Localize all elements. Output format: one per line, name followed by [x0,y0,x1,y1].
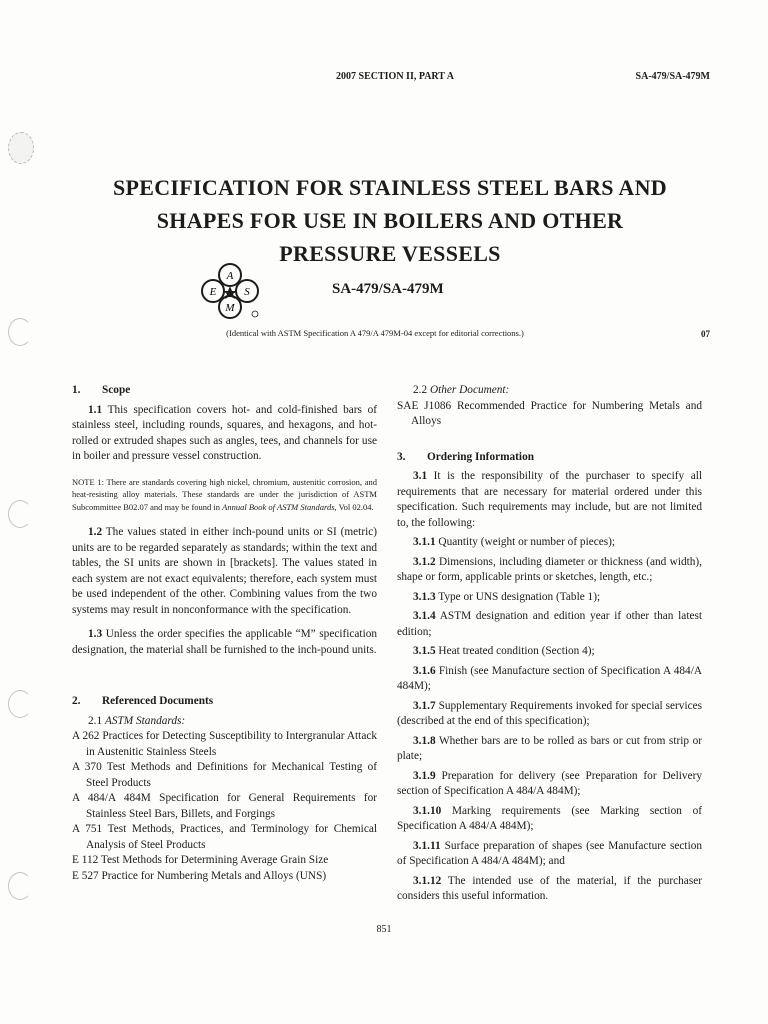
ordering-item [397,699,702,730]
identical-with-note: (Identical with ASTM Specification A 479/A 479M-04 except for editorial corrections.) [226,328,524,338]
subsection-heading [397,383,702,399]
item-number: 3.1.6 [413,664,436,677]
ordering-item [397,734,702,765]
paragraph-number: 1.3 [88,628,103,640]
note-reference: Annual Book of ASTM Standards [222,501,335,512]
item-number: 3.1.4 [413,610,436,622]
running-header-section: 2007 SECTION II, PART A [336,71,454,82]
paragraph-number: 3.1 [413,470,428,482]
item-text: Dimensions, including diameter or thickness (and width), shape or form, applicable prints or sketches, length, etc.; [397,555,703,583]
ordering-item [397,874,702,905]
section-heading-referenced-documents [72,694,377,710]
specification-designation: SA-479/SA-479M [332,281,444,297]
title-line: SPECIFICATION FOR STAINLESS STEEL BARS AND [113,175,667,200]
item-number: 3.1.7 [413,699,436,712]
ordering-item [397,664,702,695]
right-column [397,383,702,909]
reference-item: E 527 Practice for Numbering Metals and Alloys (UNS) [72,869,327,882]
title-line: SHAPES FOR USE IN BOILERS AND OTHER [156,208,624,233]
ordering-item [397,839,702,870]
item-text: ASTM designation and edition year if other than latest edition; [397,610,703,638]
svg-text:A: A [226,270,234,282]
item-number: 3.1.11 [413,839,441,852]
paragraph-text: This specification covers hot- and cold-finished bars of stainless steel, including rounds, squares, and hexagons, and hot-rolled or extruded shapes such as angles, tees, and channels for use in boiler and pressure vessel construction. [72,403,377,462]
paragraph-text: The values stated in either inch-pound units or SI (metric) units are to be regarded separately as standards; within the text and tables, the SI units are shown in [brackets]. The values stated in each system are not exact equivalents; therefore, each system must be used independent of the other. Combining values from the two systems may result in nonconformance with the specification. [72,526,378,616]
paragraph [72,525,377,618]
reference-item: A 370 Test Methods and Definitions for Mechanical Testing of Steel Products [72,761,377,789]
subsection-number: 2.1 [88,714,103,727]
ordering-item [397,609,702,640]
paragraph [72,627,377,658]
item-text: Surface preparation of shapes (see Manufacture section of Specification A 484/A 484M); and [397,839,703,867]
item-text: The intended use of the material, if the purchaser considers this useful information. [397,874,702,902]
section-heading-scope [72,383,377,399]
section-number: 2. [72,695,81,707]
title-line: PRESSURE VESSELS [279,241,501,266]
punch-hole-mark [8,318,32,346]
note-tail: , Vol 02.04. [334,501,374,512]
punch-hole-mark [8,132,34,164]
reference-item: A 484/A 484M Specification for General Requirements for Stainless Steel Bars, Billets, and Forgings [72,792,377,820]
ordering-item [397,769,702,800]
item-number: 3.1.8 [413,734,436,747]
section-title: Scope [102,384,131,396]
paragraph [72,403,377,465]
punch-hole-mark [8,872,32,900]
reference-item: SAE J1086 Recommended Practice for Numbering Metals and Alloys [397,399,702,427]
section-number: 3. [397,450,406,463]
reference-item: A 751 Test Methods, Practices, and Terminology for Chemical Analysis of Steel Products [72,823,377,851]
item-text: Marking requirements (see Marking section of Specification A 484/A 484M); [397,804,703,832]
reference-item: E 112 Test Methods for Determining Average Grain Size [72,854,329,866]
ordering-item [397,590,702,606]
item-number: 3.1.12 [413,874,442,887]
ordering-item [397,644,702,660]
paragraph [397,469,702,531]
paragraph-text: It is the responsibility of the purchaser to specify all requirements that are necessary for material ordered under this specification. Such requirements may include, but are not limited to, the following: [397,470,702,529]
ordering-item [397,535,702,551]
ordering-item [397,555,702,586]
ordering-item [397,804,702,835]
item-number: 3.1.1 [413,536,436,548]
svg-text:S: S [244,286,250,298]
subsection-title: ASTM Standards: [104,714,186,727]
svg-text:E: E [209,286,217,298]
item-number: 3.1.5 [413,645,436,657]
document-title [80,171,700,270]
revision-margin-mark: 07 [701,329,710,339]
running-header-designation: SA-479/SA-479M [635,71,710,82]
note-1 [72,476,377,514]
item-text: Whether bars are to be rolled as bars or cut from strip or plate; [397,734,702,762]
item-text: Quantity (weight or number of pieces); [438,536,616,548]
section-title: Ordering Information [427,450,535,463]
paragraph-text: Unless the order specifies the applicable “M” specification designation, the material shall be furnished to the inch-pound units. [72,628,378,656]
page-number: 851 [376,924,392,935]
paragraph-number: 1.2 [88,526,103,538]
item-text: Supplementary Requirements invoked for special services (described at the end of this specification); [397,699,703,727]
item-text: Finish (see Manufacture section of Specification A 484/A 484M); [397,664,702,692]
asme-emblem-icon [198,262,262,320]
note-text: NOTE 1: There are standards covering high nickel, chromium, austenitic corrosion, and heat-resisting alloy materials. These standards are under the jurisdiction of ASTM Subcommittee B02.07 and may be found in [72,476,377,512]
reference-item: A 262 Practices for Detecting Susceptibility to Intergranular Attack in Austenitic Stainless Steels [72,730,377,758]
svg-text:M: M [225,302,235,314]
item-number: 3.1.9 [413,769,436,782]
subsection-title: Other Document: [429,384,510,396]
section-number: 1. [72,384,81,396]
item-number: 3.1.2 [413,555,436,568]
item-text: Preparation for delivery (see Preparation for Delivery section of Specification A 484/A 484M); [397,769,703,797]
section-title: Referenced Documents [102,695,214,707]
subsection-heading [72,714,377,730]
punch-hole-mark [8,690,32,718]
punch-hole-mark [8,500,32,528]
left-column [72,383,377,884]
item-number: 3.1.3 [413,590,436,603]
section-heading-ordering-information [397,450,702,466]
paragraph-number: 1.1 [88,403,103,416]
item-text: Type or UNS designation (Table 1); [438,590,601,603]
item-text: Heat treated condition (Section 4); [438,645,595,657]
item-number: 3.1.10 [413,804,442,817]
subsection-number: 2.2 [413,384,428,396]
